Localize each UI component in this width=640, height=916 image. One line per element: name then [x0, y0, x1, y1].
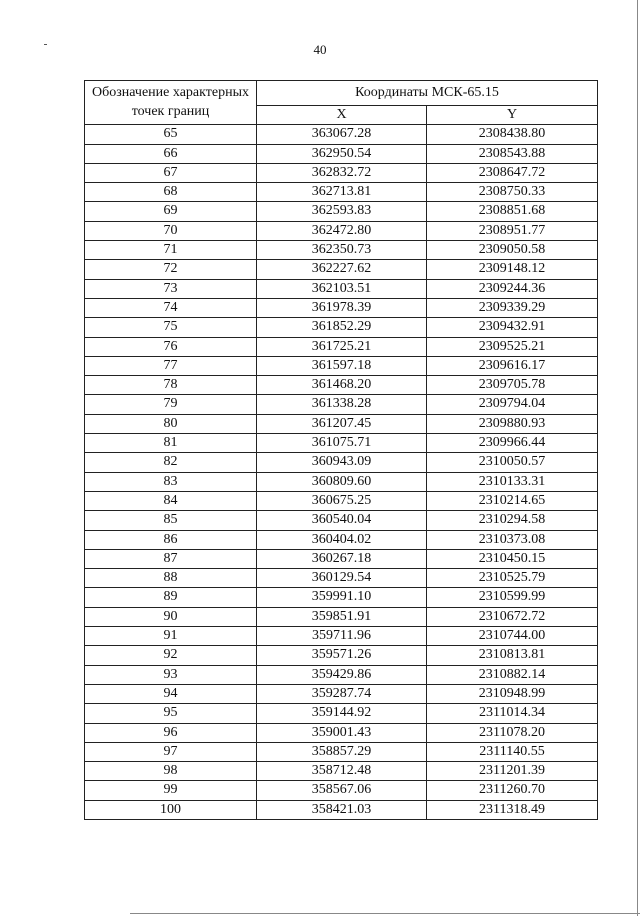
y-coordinate-cell: 2308750.33 [427, 183, 598, 202]
table-row [85, 569, 598, 588]
y-coordinate-cell: 2310050.57 [427, 453, 598, 472]
x-coordinate-cell: 362713.81 [257, 183, 427, 202]
y-coordinate-cell: 2309148.12 [427, 260, 598, 279]
x-coordinate-cell: 359001.43 [257, 723, 427, 742]
point-number-cell: 71 [85, 241, 257, 260]
point-number-cell: 84 [85, 491, 257, 510]
x-coordinate-cell: 362593.83 [257, 202, 427, 221]
x-coordinate-cell: 359711.96 [257, 627, 427, 646]
table-row [85, 762, 598, 781]
y-coordinate-cell: 2309244.36 [427, 279, 598, 298]
y-coordinate-cell: 2310450.15 [427, 549, 598, 568]
y-coordinate-cell: 2310813.81 [427, 646, 598, 665]
point-number-cell: 77 [85, 356, 257, 375]
y-coordinate-cell: 2308647.72 [427, 163, 598, 182]
point-number-cell: 90 [85, 607, 257, 626]
y-coordinate-cell: 2311140.55 [427, 742, 598, 761]
table-row [85, 434, 598, 453]
y-coordinate-cell: 2311014.34 [427, 704, 598, 723]
header-y: Y [427, 106, 598, 125]
table-row [85, 337, 598, 356]
table-row [85, 298, 598, 317]
table-row [85, 279, 598, 298]
table-row [85, 723, 598, 742]
x-coordinate-cell: 360540.04 [257, 511, 427, 530]
header-point-designation [85, 81, 257, 125]
x-coordinate-cell: 361075.71 [257, 434, 427, 453]
point-number-cell: 79 [85, 395, 257, 414]
table-row [85, 163, 598, 182]
x-coordinate-cell: 358857.29 [257, 742, 427, 761]
header-coordinates: Координаты МСК-65.15 [257, 81, 598, 106]
y-coordinate-cell: 2309705.78 [427, 376, 598, 395]
table-row [85, 356, 598, 375]
y-coordinate-cell: 2309525.21 [427, 337, 598, 356]
x-coordinate-cell: 361338.28 [257, 395, 427, 414]
y-coordinate-cell: 2309432.91 [427, 318, 598, 337]
x-coordinate-cell: 358567.06 [257, 781, 427, 800]
point-number-cell: 70 [85, 221, 257, 240]
table-row [85, 395, 598, 414]
point-number-cell: 88 [85, 569, 257, 588]
x-coordinate-cell: 359991.10 [257, 588, 427, 607]
y-coordinate-cell: 2311260.70 [427, 781, 598, 800]
x-coordinate-cell: 361207.45 [257, 414, 427, 433]
table-row [85, 241, 598, 260]
y-coordinate-cell: 2310373.08 [427, 530, 598, 549]
point-number-cell: 67 [85, 163, 257, 182]
point-number-cell: 94 [85, 684, 257, 703]
table-row [85, 144, 598, 163]
y-coordinate-cell: 2310882.14 [427, 665, 598, 684]
x-coordinate-cell: 360404.02 [257, 530, 427, 549]
x-coordinate-cell: 362227.62 [257, 260, 427, 279]
x-coordinate-cell: 358421.03 [257, 800, 427, 819]
y-coordinate-cell: 2308951.77 [427, 221, 598, 240]
x-coordinate-cell: 361597.18 [257, 356, 427, 375]
y-coordinate-cell: 2310525.79 [427, 569, 598, 588]
point-number-cell: 81 [85, 434, 257, 453]
point-number-cell: 69 [85, 202, 257, 221]
point-number-cell: 82 [85, 453, 257, 472]
x-coordinate-cell: 361852.29 [257, 318, 427, 337]
y-coordinate-cell: 2310948.99 [427, 684, 598, 703]
table-row [85, 183, 598, 202]
x-coordinate-cell: 361468.20 [257, 376, 427, 395]
table-row [85, 530, 598, 549]
table-row [85, 318, 598, 337]
table-row [85, 800, 598, 819]
x-coordinate-cell: 359571.26 [257, 646, 427, 665]
header-point-line2: точек границ [131, 103, 210, 119]
x-coordinate-cell: 360267.18 [257, 549, 427, 568]
point-number-cell: 87 [85, 549, 257, 568]
table-row [85, 414, 598, 433]
point-number-cell: 85 [85, 511, 257, 530]
table-row [85, 472, 598, 491]
table-row [85, 781, 598, 800]
x-coordinate-cell: 359144.92 [257, 704, 427, 723]
table-row [85, 742, 598, 761]
table-body [85, 125, 598, 820]
y-coordinate-cell: 2308438.80 [427, 125, 598, 144]
point-number-cell: 98 [85, 762, 257, 781]
y-coordinate-cell: 2309966.44 [427, 434, 598, 453]
y-coordinate-cell: 2311201.39 [427, 762, 598, 781]
table-row [85, 704, 598, 723]
point-number-cell: 95 [85, 704, 257, 723]
point-number-cell: 65 [85, 125, 257, 144]
y-coordinate-cell: 2309050.58 [427, 241, 598, 260]
table-row [85, 511, 598, 530]
table-row [85, 202, 598, 221]
table-row [85, 221, 598, 240]
y-coordinate-cell: 2309880.93 [427, 414, 598, 433]
table-row [85, 491, 598, 510]
point-number-cell: 78 [85, 376, 257, 395]
y-coordinate-cell: 2311318.49 [427, 800, 598, 819]
y-coordinate-cell: 2310133.31 [427, 472, 598, 491]
point-number-cell: 89 [85, 588, 257, 607]
x-coordinate-cell: 362350.73 [257, 241, 427, 260]
point-number-cell: 86 [85, 530, 257, 549]
x-coordinate-cell: 359851.91 [257, 607, 427, 626]
coordinates-table [84, 80, 598, 820]
y-coordinate-cell: 2309339.29 [427, 298, 598, 317]
table-row [85, 627, 598, 646]
y-coordinate-cell: 2309794.04 [427, 395, 598, 414]
point-number-cell: 97 [85, 742, 257, 761]
x-coordinate-cell: 361978.39 [257, 298, 427, 317]
point-number-cell: 99 [85, 781, 257, 800]
y-coordinate-cell: 2310214.65 [427, 491, 598, 510]
table-row [85, 125, 598, 144]
y-coordinate-cell: 2310744.00 [427, 627, 598, 646]
x-coordinate-cell: 362950.54 [257, 144, 427, 163]
point-number-cell: 96 [85, 723, 257, 742]
table-row [85, 453, 598, 472]
scan-edge-right [637, 0, 638, 916]
x-coordinate-cell: 358712.48 [257, 762, 427, 781]
table-row [85, 646, 598, 665]
x-coordinate-cell: 360809.60 [257, 472, 427, 491]
table-row [85, 607, 598, 626]
header-x: X [257, 106, 427, 125]
page-number: 40 [313, 42, 327, 57]
x-coordinate-cell: 362832.72 [257, 163, 427, 182]
point-number-cell: 92 [85, 646, 257, 665]
point-number-cell: 75 [85, 318, 257, 337]
point-number-cell: 68 [85, 183, 257, 202]
point-number-cell: 73 [85, 279, 257, 298]
x-coordinate-cell: 361725.21 [257, 337, 427, 356]
x-coordinate-cell: 360129.54 [257, 569, 427, 588]
y-coordinate-cell: 2309616.17 [427, 356, 598, 375]
y-coordinate-cell: 2311078.20 [427, 723, 598, 742]
point-number-cell: 91 [85, 627, 257, 646]
point-number-cell: 72 [85, 260, 257, 279]
table-row [85, 549, 598, 568]
point-number-cell: 80 [85, 414, 257, 433]
table-row [85, 260, 598, 279]
table-row [85, 665, 598, 684]
point-number-cell: 74 [85, 298, 257, 317]
scan-speck [44, 44, 47, 45]
x-coordinate-cell: 362472.80 [257, 221, 427, 240]
point-number-cell: 83 [85, 472, 257, 491]
point-number-cell: 66 [85, 144, 257, 163]
table-row [85, 684, 598, 703]
y-coordinate-cell: 2310294.58 [427, 511, 598, 530]
x-coordinate-cell: 359429.86 [257, 665, 427, 684]
table-row [85, 588, 598, 607]
x-coordinate-cell: 363067.28 [257, 125, 427, 144]
y-coordinate-cell: 2308851.68 [427, 202, 598, 221]
x-coordinate-cell: 359287.74 [257, 684, 427, 703]
y-coordinate-cell: 2310599.99 [427, 588, 598, 607]
point-number-cell: 100 [85, 800, 257, 819]
x-coordinate-cell: 362103.51 [257, 279, 427, 298]
point-number-cell: 93 [85, 665, 257, 684]
scan-edge-bottom [130, 913, 640, 914]
table-row [85, 376, 598, 395]
header-point-line1: Обозначение характерных [92, 85, 249, 101]
y-coordinate-cell: 2310672.72 [427, 607, 598, 626]
x-coordinate-cell: 360675.25 [257, 491, 427, 510]
y-coordinate-cell: 2308543.88 [427, 144, 598, 163]
point-number-cell: 76 [85, 337, 257, 356]
x-coordinate-cell: 360943.09 [257, 453, 427, 472]
